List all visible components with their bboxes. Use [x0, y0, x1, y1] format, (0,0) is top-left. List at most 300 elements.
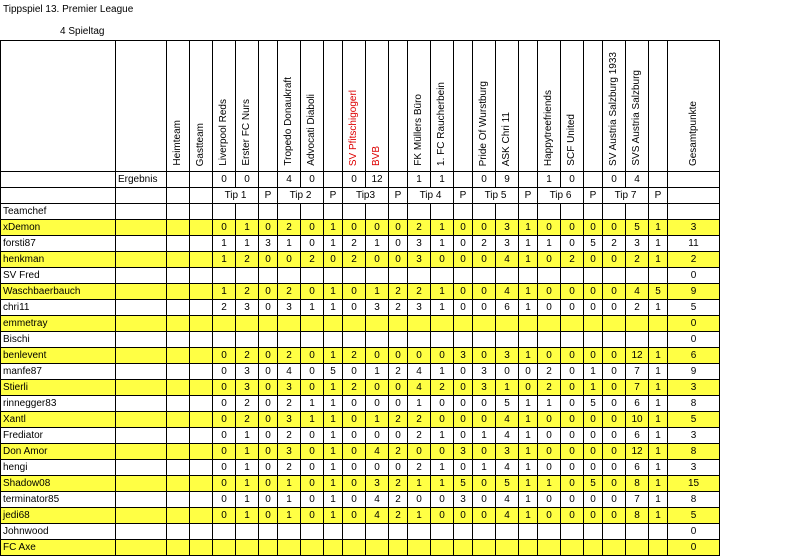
away-team-2	[301, 41, 324, 172]
player-value: 5	[584, 396, 603, 412]
player-value	[324, 268, 343, 284]
away-team-6	[561, 41, 584, 172]
player-value	[324, 332, 343, 348]
player-blank	[167, 252, 190, 268]
player-value: 3	[278, 412, 301, 428]
header-p-blank	[584, 41, 603, 172]
player-value: 1	[408, 476, 431, 492]
player-value: 1	[324, 460, 343, 476]
col-gastteam	[190, 41, 213, 172]
player-value: 3	[366, 476, 389, 492]
player-value: 0	[603, 412, 626, 428]
player-value	[236, 540, 259, 556]
p-label: P	[584, 188, 603, 204]
player-value	[496, 316, 519, 332]
player-value	[473, 268, 496, 284]
player-value	[584, 524, 603, 540]
home-team-6	[538, 41, 561, 172]
player-name: rinnegger83	[1, 396, 116, 412]
player-value: 1	[649, 300, 668, 316]
player-value: 1	[519, 412, 538, 428]
player-value: 0	[603, 220, 626, 236]
player-name: chri11	[1, 300, 116, 316]
player-value: 1	[324, 220, 343, 236]
player-value: 3	[454, 348, 473, 364]
player-value: 0	[389, 460, 408, 476]
player-value: 0	[259, 348, 278, 364]
player-total: 3	[668, 380, 720, 396]
player-value: 2	[408, 284, 431, 300]
player-name: FC Axe	[1, 540, 116, 556]
player-value: 0	[561, 364, 584, 380]
player-value: 0	[213, 396, 236, 412]
player-value: 0	[603, 508, 626, 524]
player-value: 0	[431, 444, 454, 460]
player-value: 0	[343, 508, 366, 524]
p-label: P	[649, 188, 668, 204]
teamchef-blank	[584, 204, 603, 220]
player-value: 2	[236, 252, 259, 268]
player-name: Don Amor	[1, 444, 116, 460]
player-value: 0	[538, 492, 561, 508]
player-value	[213, 268, 236, 284]
player-value: 1	[213, 252, 236, 268]
player-value	[301, 332, 324, 348]
player-value: 1	[431, 364, 454, 380]
player-value: 2	[213, 300, 236, 316]
player-value	[389, 316, 408, 332]
player-value: 2	[431, 380, 454, 396]
player-value: 3	[473, 380, 496, 396]
player-value: 1	[649, 396, 668, 412]
player-value: 0	[366, 348, 389, 364]
player-value: 2	[278, 348, 301, 364]
player-value	[454, 540, 473, 556]
player-value: 5	[324, 364, 343, 380]
home-team-4-label: FK Müllers Büro	[413, 94, 424, 166]
ergebnis-blank	[668, 172, 720, 188]
player-value: 1	[649, 380, 668, 396]
player-value	[259, 316, 278, 332]
player-value: 0	[473, 284, 496, 300]
player-value	[584, 316, 603, 332]
player-value: 6	[626, 396, 649, 412]
player-value: 1	[519, 460, 538, 476]
player-value: 1	[473, 460, 496, 476]
player-value: 0	[603, 380, 626, 396]
home-team-7	[603, 41, 626, 172]
away-team-7	[626, 41, 649, 172]
player-value: 0	[259, 396, 278, 412]
player-value	[603, 332, 626, 348]
player-value: 0	[389, 348, 408, 364]
player-value	[496, 268, 519, 284]
sheet-subtitle: 4 Spieltag	[60, 26, 105, 37]
player-value: 0	[584, 428, 603, 444]
player-row	[1, 508, 720, 524]
player-row	[1, 364, 720, 380]
player-value	[236, 524, 259, 540]
player-value: 4	[366, 444, 389, 460]
player-value: 0	[408, 492, 431, 508]
player-value: 1	[301, 412, 324, 428]
player-value: 2	[408, 428, 431, 444]
player-value: 8	[626, 476, 649, 492]
player-value: 0	[603, 348, 626, 364]
player-value: 0	[301, 444, 324, 460]
player-row	[1, 428, 720, 444]
player-value: 2	[236, 348, 259, 364]
player-value: 0	[259, 364, 278, 380]
tip-row-blank	[116, 188, 167, 204]
col-heimteam	[167, 41, 190, 172]
player-value: 0	[259, 460, 278, 476]
player-name: Frediator	[1, 428, 116, 444]
player-value: 1	[584, 380, 603, 396]
player-value: 0	[213, 476, 236, 492]
player-value: 0	[366, 252, 389, 268]
player-value: 2	[343, 236, 366, 252]
player-value: 2	[301, 252, 324, 268]
player-value: 1	[324, 492, 343, 508]
player-value	[561, 540, 584, 556]
player-value: 0	[343, 220, 366, 236]
player-blank	[190, 268, 213, 284]
player-value: 4	[408, 364, 431, 380]
teamchef-blank	[473, 204, 496, 220]
player-blank	[116, 428, 167, 444]
player-value	[366, 540, 389, 556]
player-value	[389, 524, 408, 540]
player-value	[538, 268, 561, 284]
player-blank	[116, 540, 167, 556]
player-blank	[190, 508, 213, 524]
player-blank	[116, 316, 167, 332]
home-team-3-label: SV Pfitschigogerl	[348, 89, 359, 166]
player-value	[431, 268, 454, 284]
player-blank	[190, 380, 213, 396]
player-value: 0	[538, 300, 561, 316]
player-value	[626, 332, 649, 348]
player-value	[366, 332, 389, 348]
player-value: 2	[561, 252, 584, 268]
player-value: 3	[236, 380, 259, 396]
result-p-blank	[454, 172, 473, 188]
tip-label-7: Tip 7	[603, 188, 649, 204]
player-blank	[190, 252, 213, 268]
player-value: 0	[561, 300, 584, 316]
player-value: 1	[236, 428, 259, 444]
player-value	[343, 524, 366, 540]
player-blank	[167, 284, 190, 300]
player-value	[389, 332, 408, 348]
player-value: 2	[278, 220, 301, 236]
player-value: 1	[366, 236, 389, 252]
player-value: 0	[454, 412, 473, 428]
player-value: 1	[649, 492, 668, 508]
player-value: 1	[649, 348, 668, 364]
player-value: 2	[343, 348, 366, 364]
player-value: 1	[649, 364, 668, 380]
player-value: 4	[496, 412, 519, 428]
player-value: 1	[236, 236, 259, 252]
p-label: P	[519, 188, 538, 204]
player-value	[473, 316, 496, 332]
player-value: 0	[389, 428, 408, 444]
tip-label-2: Tip 2	[278, 188, 324, 204]
player-value: 0	[389, 396, 408, 412]
player-value: 0	[584, 412, 603, 428]
player-blank	[167, 508, 190, 524]
player-value: 0	[538, 284, 561, 300]
player-name: SV Fred	[1, 268, 116, 284]
player-value: 3	[626, 236, 649, 252]
player-value: 1	[213, 284, 236, 300]
col-gastteam-label: Gastteam	[195, 122, 206, 166]
player-value: 1	[431, 236, 454, 252]
player-value: 1	[431, 300, 454, 316]
player-value: 0	[389, 380, 408, 396]
player-blank	[167, 476, 190, 492]
teamchef-blank	[496, 204, 519, 220]
tip-row-blank	[167, 188, 190, 204]
player-blank	[116, 444, 167, 460]
result-away-2: 0	[301, 172, 324, 188]
result-p-blank	[584, 172, 603, 188]
player-value	[389, 540, 408, 556]
player-value: 0	[213, 508, 236, 524]
player-blank	[116, 268, 167, 284]
player-value: 1	[301, 300, 324, 316]
teamchef-blank	[603, 204, 626, 220]
player-name: forsti87	[1, 236, 116, 252]
player-value: 3	[236, 300, 259, 316]
player-value	[626, 524, 649, 540]
player-value: 0	[259, 300, 278, 316]
player-value	[603, 524, 626, 540]
player-value: 1	[496, 380, 519, 396]
player-value	[584, 540, 603, 556]
player-value	[561, 524, 584, 540]
player-value: 3	[278, 380, 301, 396]
player-value: 0	[343, 460, 366, 476]
player-value: 0	[259, 444, 278, 460]
teamchef-blank	[668, 204, 720, 220]
teamchef-blank	[519, 204, 538, 220]
player-value: 0	[561, 412, 584, 428]
player-value: 0	[584, 252, 603, 268]
player-value: 2	[538, 364, 561, 380]
player-value	[301, 524, 324, 540]
away-team-5-label: ASK Chri 11	[501, 111, 512, 166]
player-value: 1	[431, 220, 454, 236]
player-blank	[116, 300, 167, 316]
player-value: 1	[236, 508, 259, 524]
player-value: 0	[454, 396, 473, 412]
player-value: 12	[626, 444, 649, 460]
player-blank	[116, 220, 167, 236]
player-value: 0	[389, 252, 408, 268]
player-value	[343, 332, 366, 348]
teamchef-blank	[236, 204, 259, 220]
player-total: 0	[668, 524, 720, 540]
player-row	[1, 284, 720, 300]
player-value	[649, 540, 668, 556]
player-value: 0	[454, 252, 473, 268]
player-blank	[167, 268, 190, 284]
player-value: 2	[626, 300, 649, 316]
player-value: 0	[584, 300, 603, 316]
player-blank	[167, 460, 190, 476]
player-value	[389, 268, 408, 284]
player-value	[213, 332, 236, 348]
away-team-7-label: SVS Austria Salzburg	[631, 70, 642, 166]
player-value: 0	[389, 220, 408, 236]
player-total: 8	[668, 396, 720, 412]
player-value: 3	[408, 300, 431, 316]
player-value: 1	[649, 428, 668, 444]
player-value: 1	[649, 412, 668, 428]
player-value: 1	[324, 396, 343, 412]
player-value: 2	[343, 380, 366, 396]
player-value: 0	[584, 492, 603, 508]
player-value: 0	[603, 444, 626, 460]
player-value: 5	[584, 476, 603, 492]
teamchef-blank	[408, 204, 431, 220]
away-team-6-label: SCF United	[566, 114, 577, 166]
away-team-1-label: Erster FC Nurs	[241, 99, 252, 166]
player-value: 0	[473, 444, 496, 460]
player-value: 0	[584, 220, 603, 236]
player-total: 2	[668, 252, 720, 268]
player-value	[278, 268, 301, 284]
home-team-7-label: SV Austria Salzburg 1933	[608, 52, 619, 166]
player-value: 1	[324, 236, 343, 252]
player-value: 5	[626, 220, 649, 236]
player-value: 3	[366, 300, 389, 316]
player-value: 2	[278, 460, 301, 476]
player-value: 0	[584, 508, 603, 524]
result-away-6: 0	[561, 172, 584, 188]
player-value: 0	[366, 396, 389, 412]
player-value	[213, 316, 236, 332]
player-row	[1, 492, 720, 508]
player-blank	[167, 444, 190, 460]
player-value: 2	[278, 284, 301, 300]
player-value: 0	[301, 380, 324, 396]
player-value: 1	[213, 236, 236, 252]
player-total: 5	[668, 508, 720, 524]
player-value: 0	[389, 236, 408, 252]
player-value: 2	[389, 492, 408, 508]
player-blank	[190, 236, 213, 252]
player-value: 1	[366, 284, 389, 300]
player-value: 2	[389, 476, 408, 492]
player-value: 0	[584, 284, 603, 300]
player-name: hengi	[1, 460, 116, 476]
player-value: 0	[343, 412, 366, 428]
teamchef-blank	[431, 204, 454, 220]
player-name: terminator85	[1, 492, 116, 508]
player-value	[473, 332, 496, 348]
player-value	[366, 524, 389, 540]
player-total: 11	[668, 236, 720, 252]
player-value: 0	[561, 492, 584, 508]
player-value: 0	[366, 220, 389, 236]
player-value	[259, 540, 278, 556]
player-value	[366, 268, 389, 284]
player-value: 1	[538, 236, 561, 252]
player-blank	[167, 316, 190, 332]
col-heimteam-label: Heimteam	[172, 120, 183, 166]
player-value: 0	[519, 364, 538, 380]
player-blank	[190, 284, 213, 300]
player-value	[278, 332, 301, 348]
player-value: 1	[649, 444, 668, 460]
player-value: 0	[259, 380, 278, 396]
player-row	[1, 268, 720, 284]
player-value: 0	[454, 220, 473, 236]
player-value: 1	[236, 476, 259, 492]
player-blank	[190, 460, 213, 476]
player-value: 5	[496, 476, 519, 492]
player-value: 0	[366, 380, 389, 396]
player-total: 9	[668, 364, 720, 380]
p-label: P	[454, 188, 473, 204]
player-value: 0	[343, 492, 366, 508]
player-total: 8	[668, 444, 720, 460]
player-row	[1, 220, 720, 236]
player-value: 0	[561, 460, 584, 476]
player-value: 0	[213, 220, 236, 236]
player-value: 0	[213, 380, 236, 396]
player-value: 0	[213, 412, 236, 428]
player-value: 0	[584, 348, 603, 364]
player-value: 1	[431, 428, 454, 444]
player-blank	[116, 364, 167, 380]
teamchef-blank	[343, 204, 366, 220]
away-team-4-label: 1. FC Raucherbein	[436, 82, 447, 166]
player-value	[236, 332, 259, 348]
player-value: 1	[278, 476, 301, 492]
teamchef-label: Teamchef	[1, 204, 116, 220]
player-value: 0	[603, 476, 626, 492]
player-value	[626, 540, 649, 556]
player-value: 2	[389, 364, 408, 380]
player-value: 0	[259, 220, 278, 236]
player-value: 0	[538, 460, 561, 476]
player-value: 0	[454, 300, 473, 316]
player-value: 0	[259, 476, 278, 492]
player-value	[519, 524, 538, 540]
player-name: Johnwood	[1, 524, 116, 540]
player-value	[519, 268, 538, 284]
player-row	[1, 252, 720, 268]
player-value	[431, 316, 454, 332]
player-value: 3	[278, 444, 301, 460]
player-name: benlevent	[1, 348, 116, 364]
player-value: 2	[408, 220, 431, 236]
player-value: 2	[408, 412, 431, 428]
tip-label-6: Tip 6	[538, 188, 584, 204]
teamchef-blank	[278, 204, 301, 220]
header-p-blank	[649, 41, 668, 172]
player-value: 1	[473, 428, 496, 444]
player-blank	[116, 412, 167, 428]
player-blank	[190, 332, 213, 348]
player-row	[1, 316, 720, 332]
player-value: 2	[626, 252, 649, 268]
